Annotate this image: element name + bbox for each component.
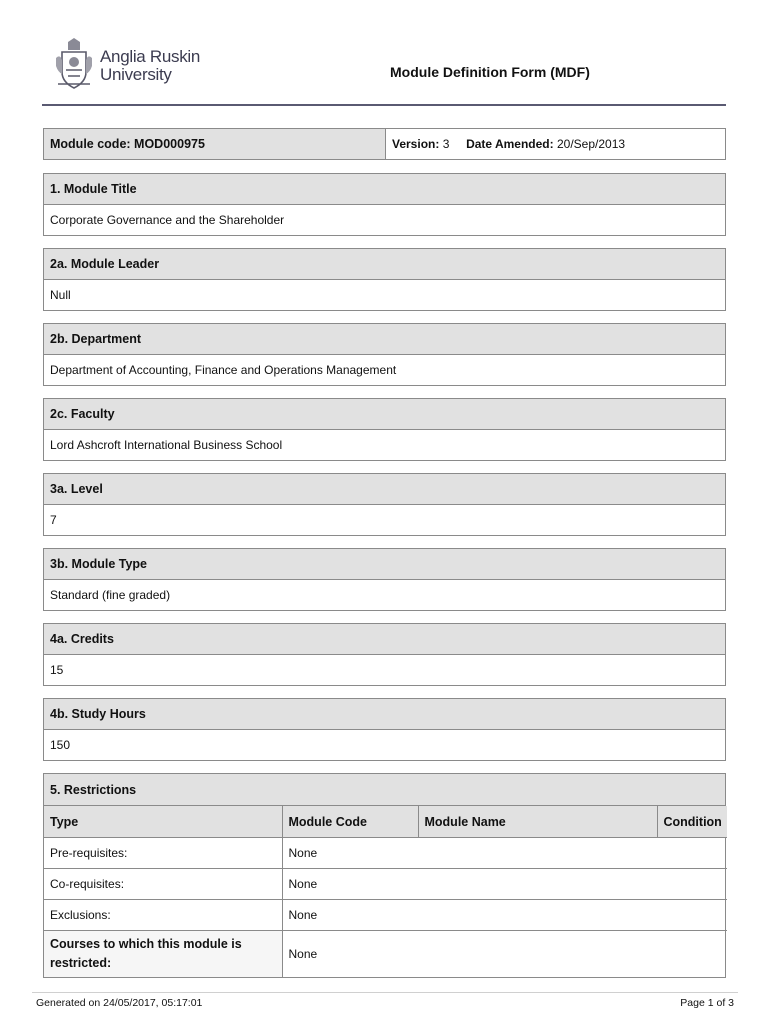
- page-number: Page 1 of 3: [680, 997, 734, 1009]
- page-footer: [32, 992, 738, 1013]
- restriction-code: None: [282, 931, 727, 978]
- restrictions-section: [43, 773, 726, 978]
- column-header-condition: Condition: [657, 806, 727, 838]
- date-amended-value: 20/Sep/2013: [556, 137, 626, 151]
- table-row: [44, 931, 727, 978]
- section-heading: 3a. Level: [44, 474, 725, 505]
- module-code-label: Module code:: [50, 137, 131, 151]
- section-value: Department of Accounting, Finance and Operations Management: [50, 363, 397, 377]
- module-code-cell: [44, 129, 386, 159]
- section-heading: 2b. Department: [44, 324, 725, 355]
- logo-line-1: Anglia Ruskin: [100, 47, 201, 66]
- section-level: [43, 473, 726, 536]
- section-credits: [43, 623, 726, 686]
- section-module-leader: [43, 248, 726, 311]
- section-value: 7: [50, 513, 57, 527]
- restriction-type: Pre-requisites:: [44, 838, 282, 869]
- column-header-module-name: Module Name: [418, 806, 657, 838]
- restriction-code: None: [282, 838, 727, 869]
- logo-line-2: University: [100, 65, 172, 84]
- restriction-code: None: [282, 900, 727, 931]
- section-module-title: [43, 173, 726, 236]
- section-heading: 4a. Credits: [44, 624, 725, 655]
- section-faculty: [43, 398, 726, 461]
- section-value: Standard (fine graded): [50, 588, 171, 602]
- restriction-code: None: [282, 869, 727, 900]
- restriction-type: Exclusions:: [44, 900, 282, 931]
- table-row: [44, 869, 727, 900]
- table-header-row: [44, 806, 727, 838]
- section-value: Lord Ashcroft International Business School: [50, 438, 283, 452]
- restriction-type: Courses to which this module is restricted:: [44, 931, 282, 978]
- section-value: Corporate Governance and the Shareholder: [50, 213, 285, 227]
- date-amended-label: Date Amended:: [466, 137, 554, 151]
- module-code-value: MOD000975: [134, 137, 205, 151]
- section-module-type: [43, 548, 726, 611]
- section-heading: 4b. Study Hours: [44, 699, 725, 730]
- university-logo: [54, 38, 234, 94]
- restrictions-table: [44, 806, 727, 977]
- table-row: [44, 900, 727, 931]
- restriction-type: Co-requisites:: [44, 869, 282, 900]
- generated-timestamp: Generated on 24/05/2017, 05:17:01: [36, 997, 203, 1009]
- section-heading: 2a. Module Leader: [44, 249, 725, 280]
- section-value: 150: [50, 738, 71, 752]
- version-date-cell: [386, 129, 725, 159]
- page-header: [42, 36, 726, 106]
- document-title: Module Definition Form (MDF): [390, 64, 590, 80]
- section-value: Null: [50, 288, 71, 302]
- section-heading: 3b. Module Type: [44, 549, 725, 580]
- version-value: 3: [442, 137, 450, 151]
- crest-icon: [54, 38, 94, 90]
- section-study-hours: [43, 698, 726, 761]
- column-header-module-code: Module Code: [282, 806, 418, 838]
- section-heading: 2c. Faculty: [44, 399, 725, 430]
- section-value: 15: [50, 663, 64, 677]
- section-heading: 1. Module Title: [44, 174, 725, 205]
- module-code-row: [43, 128, 726, 160]
- version-label: Version:: [392, 137, 440, 151]
- table-row: [44, 838, 727, 869]
- column-header-type: Type: [44, 806, 282, 838]
- section-department: [43, 323, 726, 386]
- restrictions-heading: 5. Restrictions: [44, 774, 725, 806]
